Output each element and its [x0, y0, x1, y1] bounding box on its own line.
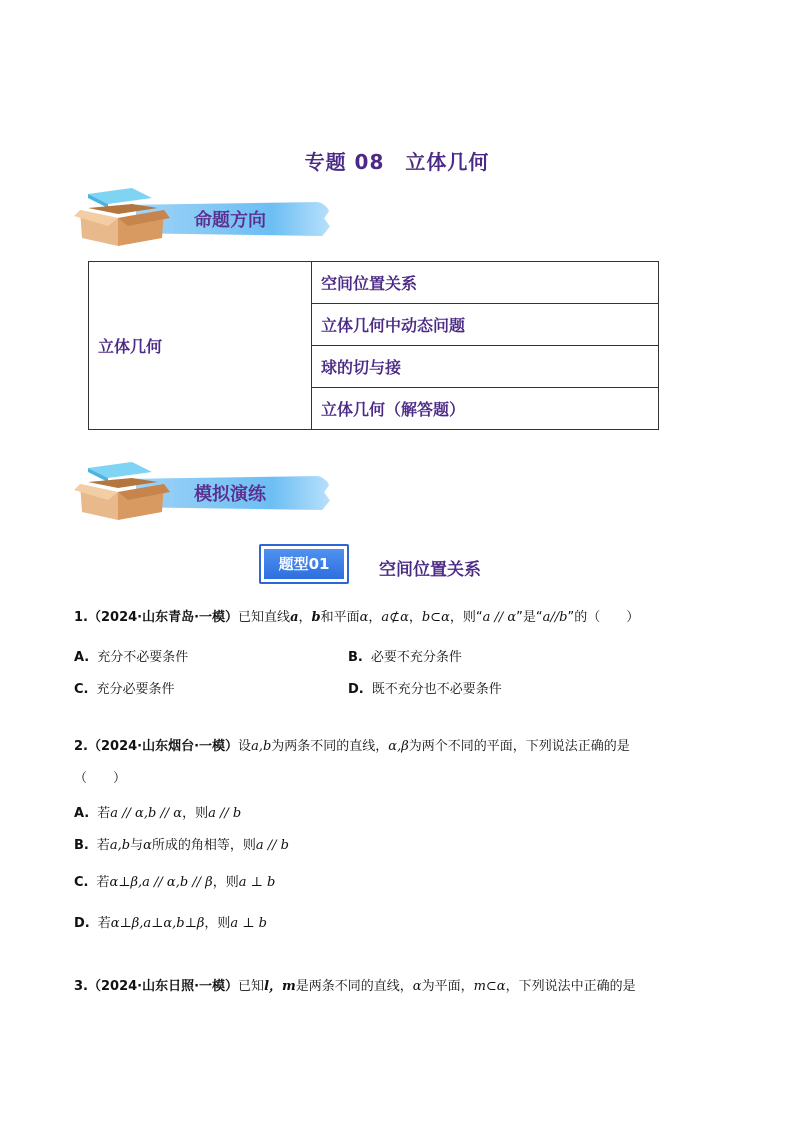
option-letter: D. — [74, 916, 90, 931]
question-text: ，则“ — [449, 610, 483, 625]
question-text: ，下列说法中正确的是 — [505, 979, 636, 994]
option-letter: A. — [74, 650, 90, 665]
question-text: ”的（ ） — [567, 610, 640, 625]
option-letter: C. — [74, 682, 89, 697]
option-text: 充分不必要条件 — [97, 650, 189, 665]
option-b[interactable] — [74, 834, 289, 853]
option-text: 若 — [96, 875, 110, 890]
question-source: （2024·山东烟台·一模） — [87, 739, 239, 754]
math-expr: a // α,b // α — [110, 806, 183, 821]
math-expr: a — [290, 610, 299, 625]
math-expr: l，m — [264, 979, 296, 994]
section-label: 模拟演练 — [194, 484, 266, 505]
type-title: 空间位置关系 — [379, 560, 481, 580]
topic-item: 立体几何（解答题） — [312, 388, 659, 430]
math-expr: b⊂α — [421, 610, 450, 625]
question-text: ， — [368, 610, 382, 625]
option-d[interactable] — [74, 912, 267, 931]
option-text: 所成的角相等，则 — [151, 838, 256, 853]
question-1 — [74, 609, 734, 627]
question-2 — [74, 738, 734, 756]
math-expr: α⊥β,a // α,b // β — [109, 875, 213, 890]
box-icon — [74, 462, 170, 524]
option-d[interactable] — [348, 678, 502, 697]
math-expr: a // b — [208, 806, 242, 821]
option-text: ，则 — [182, 806, 209, 821]
option-text: ，则 — [204, 916, 231, 931]
option-text: 既不充分也不必要条件 — [371, 682, 502, 697]
section-label: 命题方向 — [194, 210, 266, 231]
option-text: 必要不充分条件 — [370, 650, 462, 665]
question-source: （2024·山东青岛·一模） — [87, 610, 239, 625]
option-c[interactable] — [74, 678, 175, 697]
question-text: 是两条不同的直线， — [295, 979, 413, 994]
question-text: 已知直线 — [238, 610, 291, 625]
question-2-blank: （ ） — [74, 771, 127, 786]
question-text: 为两个不同的平面，下列说法正确的是 — [408, 739, 630, 754]
math-expr: α — [143, 838, 152, 853]
question-text: 为两条不同的直线， — [271, 739, 389, 754]
question-text: 设 — [238, 739, 252, 754]
topic-item: 球的切与接 — [312, 346, 659, 388]
math-expr: a ⊥ b — [238, 875, 276, 890]
math-expr: a // α — [482, 610, 517, 625]
option-letter: D. — [348, 682, 364, 697]
math-expr: a,b — [109, 838, 131, 853]
question-number: 3. — [74, 979, 88, 994]
option-letter: C. — [74, 875, 89, 890]
option-text: ，则 — [212, 875, 239, 890]
option-c[interactable] — [74, 871, 275, 890]
section-header-practice — [74, 462, 334, 524]
question-source: （2024·山东日照·一模） — [87, 979, 239, 994]
question-text: 为平面， — [421, 979, 474, 994]
option-text: 若 — [97, 916, 111, 931]
option-letter: B. — [74, 838, 89, 853]
question-number: 1. — [74, 610, 88, 625]
math-expr: m⊂α — [473, 979, 506, 994]
topic-main: 立体几何 — [89, 262, 312, 430]
math-expr: a ⊥ b — [230, 916, 267, 931]
question-number: 2. — [74, 739, 88, 754]
math-expr: α⊥β,a⊥α,b⊥β — [110, 916, 205, 931]
type-badge-label: 题型01 — [264, 549, 344, 579]
option-letter: B. — [348, 650, 363, 665]
question-text: ”是“ — [516, 610, 543, 625]
option-text: 若 — [97, 806, 111, 821]
math-expr: a//b — [542, 610, 568, 625]
math-expr: a,b — [251, 739, 272, 754]
option-letter: A. — [74, 806, 90, 821]
question-3 — [74, 978, 734, 996]
option-a[interactable] — [74, 646, 188, 665]
question-text: 已知 — [238, 979, 265, 994]
math-expr: a⊄α — [381, 610, 409, 625]
topic-item: 立体几何中动态问题 — [312, 304, 659, 346]
topic-item: 空间位置关系 — [312, 262, 659, 304]
math-expr: α,β — [388, 739, 409, 754]
question-text: ， — [298, 610, 312, 625]
type-badge — [259, 544, 349, 584]
math-expr: a // b — [255, 838, 290, 853]
box-icon — [74, 188, 170, 250]
page-title: 专题 08 立体几何 — [304, 150, 490, 174]
option-b[interactable] — [348, 646, 462, 665]
math-expr: α — [359, 610, 369, 625]
option-text: 与 — [130, 838, 144, 853]
option-a[interactable] — [74, 802, 241, 821]
question-text: ， — [408, 610, 422, 625]
topics-table — [88, 261, 659, 430]
option-text: 充分必要条件 — [96, 682, 175, 697]
option-text: 若 — [96, 838, 110, 853]
math-expr: b — [311, 610, 321, 625]
math-expr: α — [412, 979, 422, 994]
section-header-propositions — [74, 188, 334, 250]
question-text: 和平面 — [320, 610, 360, 625]
